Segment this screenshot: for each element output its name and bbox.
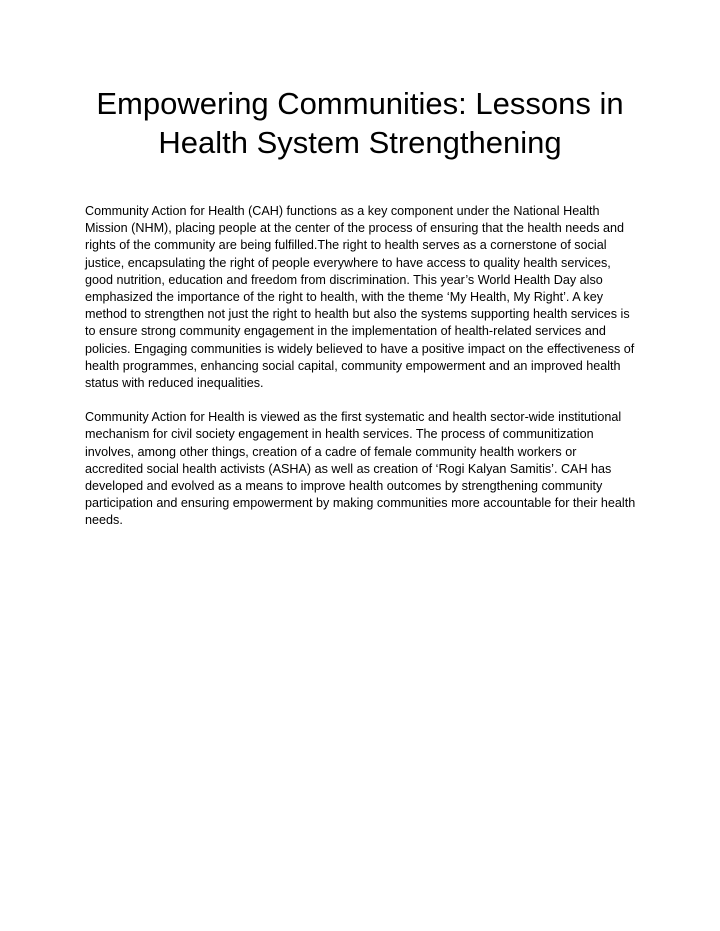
document-title: Empowering Communities: Lessons in Health System Strengthening [96, 86, 624, 160]
paragraph-1: Community Action for Health (CAH) functions as a key component under the National Health Mission (NHM), placing people at the center of the process of ensuring that the health needs and rights of the community are being fulfilled.The right to health serves as a cornerstone of social justice, encapsulating the right of people everywhere to have access to quality health services, good nutrition, education and freedom from discrimination. This year’s World Health Day also emphasized the importance of the right to health, with the theme ‘My Health, My Right’. A key method to strengthen not just the right to health but also the systems supporting health services is to ensure strong community engagement in the implementation of health-related services and policies. Engaging communities is widely believed to have a positive impact on the effectiveness of health programmes, enhancing social capital, community empowerment and an improved health status with reduced inequalities. [85, 204, 635, 391]
paragraph-2: Community Action for Health is viewed as the first systematic and health sector-wide institutional mechanism for civil society engagement in health services. The process of communitization involves, among other things, creation of a cadre of female community health workers or accredited social health activists (ASHA) as well as creation of ‘Rogi Kalyan Samitis’. CAH has developed and evolved as a means to improve health outcomes by strengthening community participation and ensuring empowerment by making communities more accountable for their health needs. [85, 410, 636, 528]
document-body [85, 203, 637, 547]
